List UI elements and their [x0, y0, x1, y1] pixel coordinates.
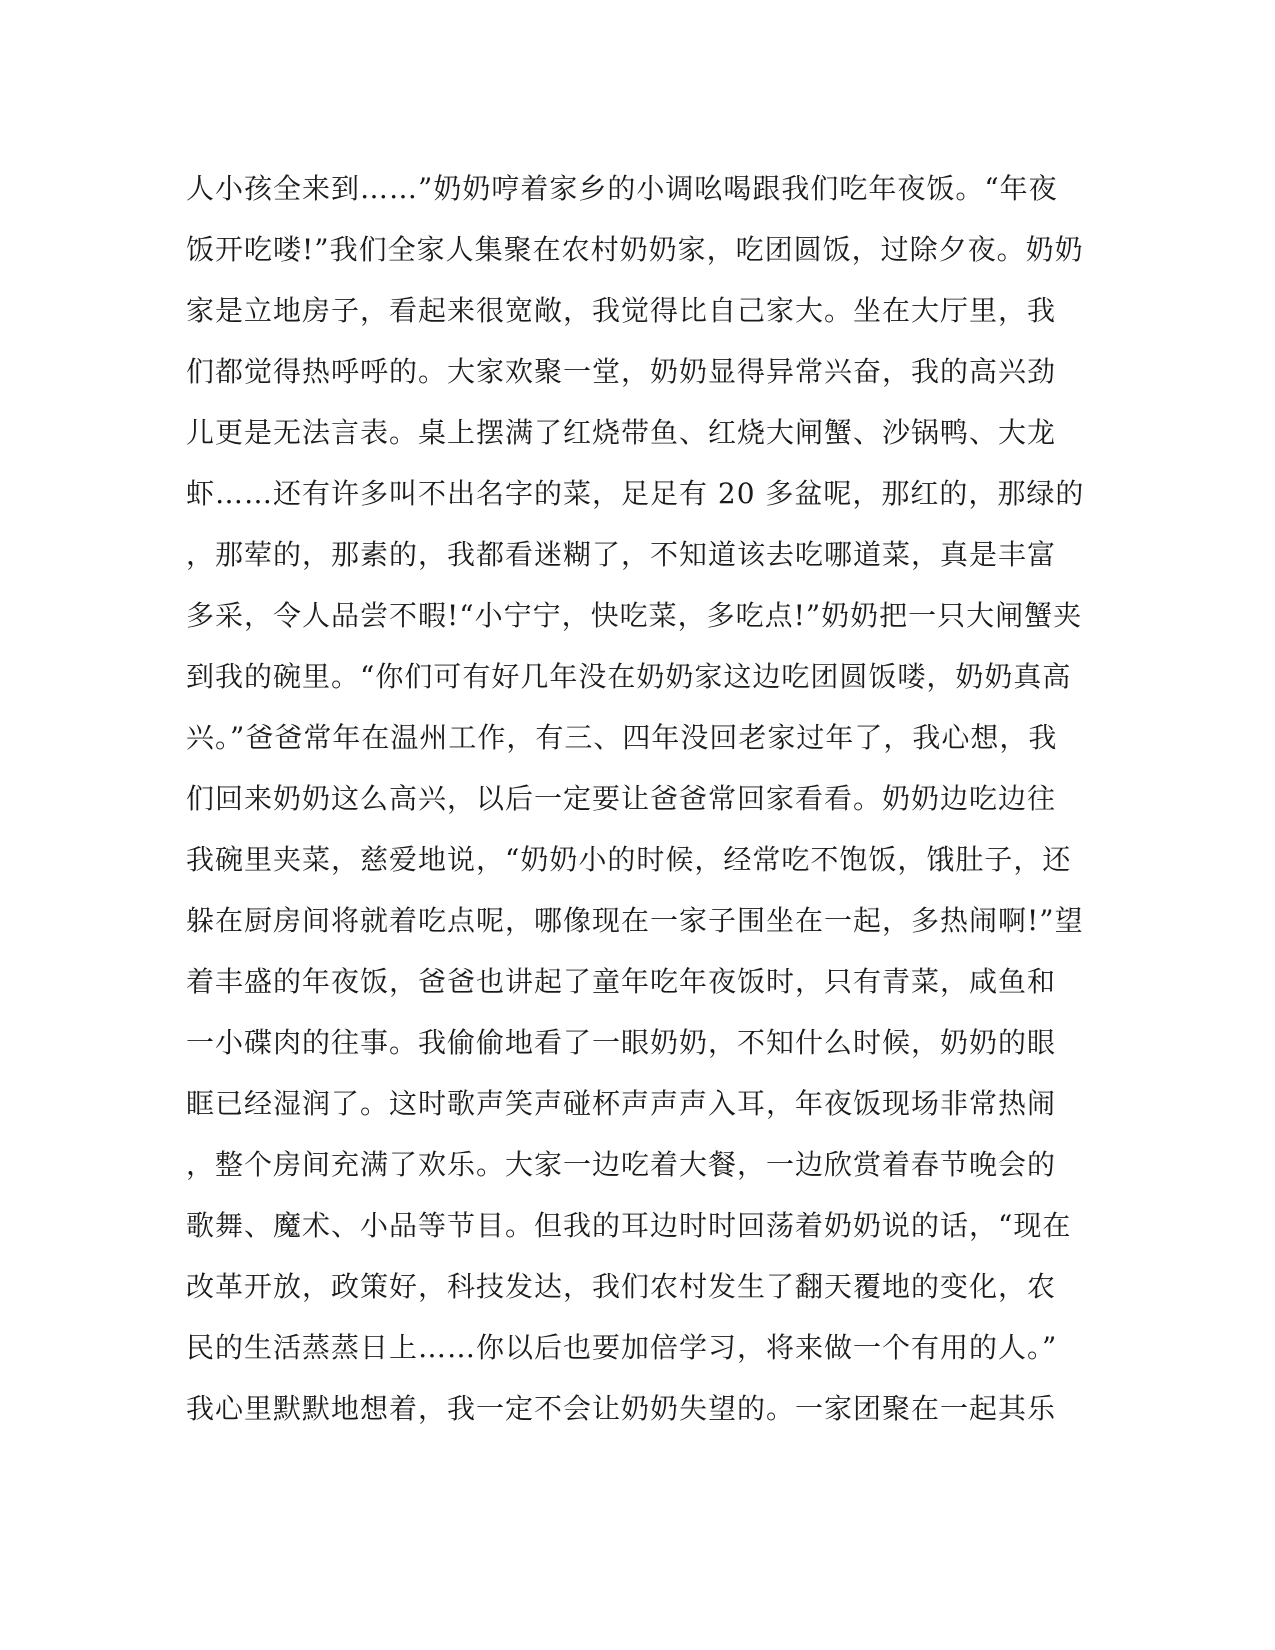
text-line: 一小碟肉的往事。我偷偷地看了一眼奶奶，不知什么时候，奶奶的眼: [186, 1026, 1057, 1059]
text-line: 眶已经湿润了。这时歌声笑声碰杯声声声入耳，年夜饭现场非常热闹: [186, 1087, 1057, 1120]
text-line: 民的生活蒸蒸日上……你以后也要加倍学习，将来做一个有用的人。”: [186, 1331, 1058, 1364]
text-line: 人小孩全来到……”奶奶哼着家乡的小调吆喝跟我们吃年夜饭。“年夜: [186, 172, 1058, 205]
text-line: ，那荤的，那素的，我都看迷糊了，不知道该去吃哪道菜，真是丰富: [186, 538, 1057, 571]
text-line: ，整个房间充满了欢乐。大家一边吃着大餐，一边欣赏着春节晚会的: [186, 1148, 1057, 1181]
text-line: 们都觉得热呼呼的。大家欢聚一堂，奶奶显得异常兴奋，我的高兴劲: [186, 355, 1057, 388]
text-line: 我碗里夹菜，慈爱地说，“奶奶小的时候，经常吃不饱饭，饿肚子，还: [186, 843, 1072, 876]
text-line: 们回来奶奶这么高兴，以后一定要让爸爸常回家看看。奶奶边吃边往: [186, 782, 1057, 815]
text-line: 兴。”爸爸常年在温州工作，有三、四年没回老家过年了，我心想，我: [186, 721, 1058, 754]
text-line: 改革开放，政策好，科技发达，我们农村发生了翻天覆地的变化，农: [186, 1270, 1057, 1303]
text-line: 儿更是无法言表。桌上摆满了红烧带鱼、红烧大闸蟹、沙锅鸭、大龙: [186, 416, 1057, 449]
text-line: 饭开吃喽!”我们全家人集聚在农村奶奶家，吃团圆饭，过除夕夜。奶奶: [186, 233, 1084, 266]
text-line: 虾……还有许多叫不出名字的菜，足足有 20 多盆呢，那红的，那绿的: [186, 477, 1085, 510]
text-line: 多采，令人品尝不暇!“小宁宁，快吃菜，多吃点!”奶奶把一只大闸蟹夹: [186, 599, 1083, 632]
text-line: 歌舞、魔术、小品等节目。但我的耳边时时回荡着奶奶说的话，“现在: [186, 1209, 1072, 1242]
text-line: 到我的碗里。“你们可有好几年没在奶奶家这边吃团圆饭喽，奶奶真高: [186, 660, 1072, 693]
body-text: [186, 158, 1086, 1439]
text-line: 我心里默默地想着，我一定不会让奶奶失望的。一家团聚在一起其乐: [186, 1392, 1057, 1425]
text-line: 家是立地房子，看起来很宽敞，我觉得比自己家大。坐在大厅里，我: [186, 294, 1057, 327]
text-line: 着丰盛的年夜饭，爸爸也讲起了童年吃年夜饭时，只有青菜，咸鱼和: [186, 965, 1057, 998]
text-line: 躲在厨房间将就着吃点呢，哪像现在一家子围坐在一起，多热闹啊!”望: [186, 904, 1084, 937]
